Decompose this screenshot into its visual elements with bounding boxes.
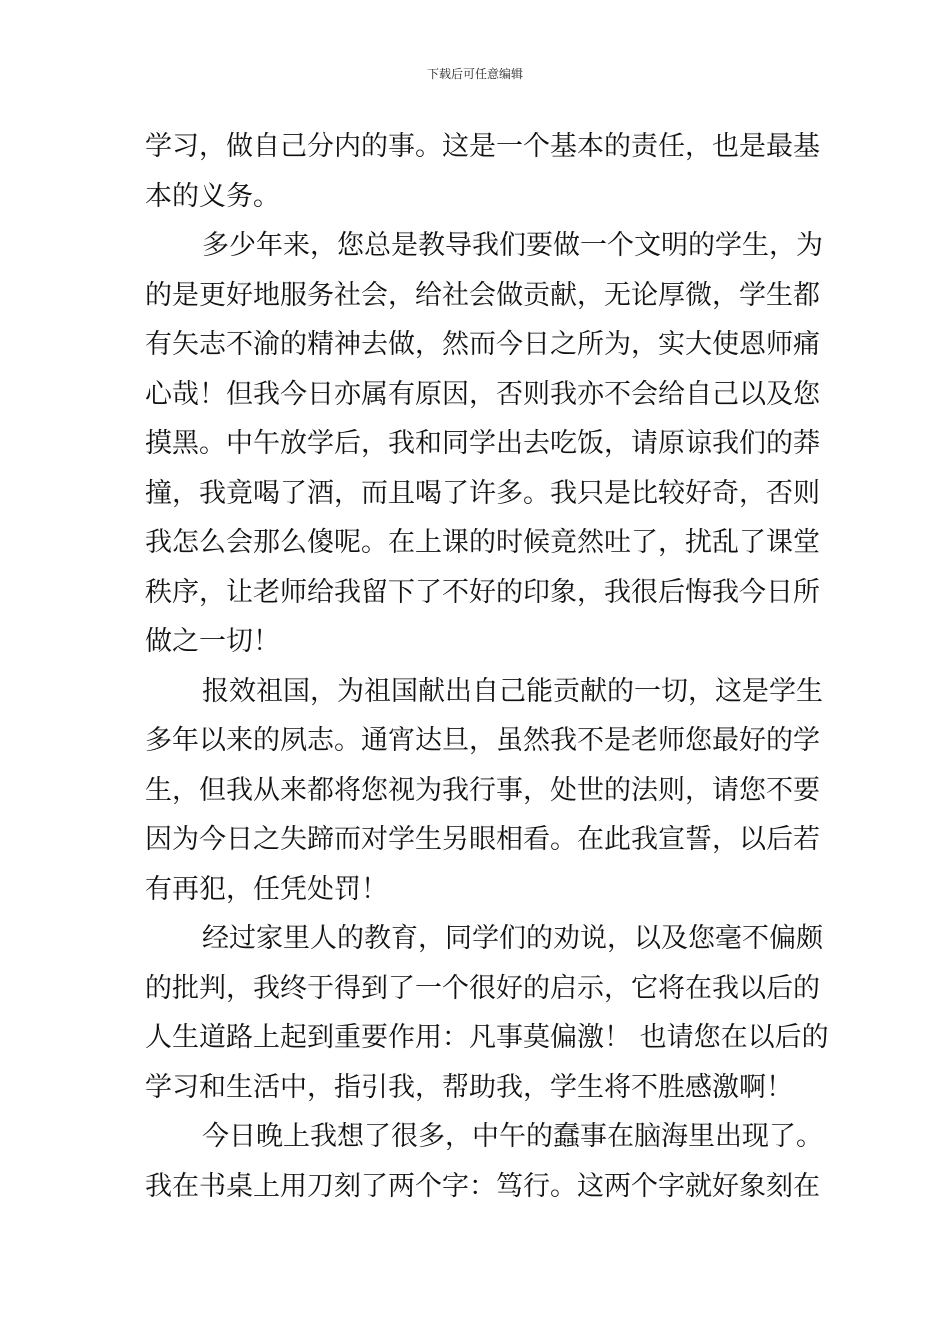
text-line: 的批判，我终于得到了一个很好的启示，它将在我以后的 xyxy=(145,972,820,1004)
text-line: 学习和生活中，指引我，帮助我，学生将不胜感激啊！ xyxy=(145,1071,793,1103)
text-line: 心哉！但我今日亦属有原因，否则我亦不会给自己以及您 xyxy=(145,378,820,410)
text-line: 因为今日之失蹄而对学生另眼相看。在此我宣誓，以后若 xyxy=(145,824,820,855)
text-line: 做之一切！ xyxy=(145,626,280,657)
paragraph-start-line: 经过家里人的教育，同学们的劝说，以及您毫不偏颇 xyxy=(202,923,823,954)
text-line: 撞，我竟喝了酒，而且喝了许多。我只是比较好奇，否则 xyxy=(145,477,820,509)
body-text xyxy=(145,122,829,1211)
text-line: 摸黑。中午放学后，我和同学出去吃饭，请原谅我们的莽 xyxy=(145,428,820,459)
paragraph-start-line: 报效祖国，为祖国献出自己能贡献的一切，这是学生 xyxy=(202,675,823,707)
text-line: 有矢志不渝的精神去做，然而今日之所为，实大使恩师痛 xyxy=(145,329,820,360)
paragraph-start-line: 今日晚上我想了很多，中午的蠢事在脑海里出现了。 xyxy=(202,1121,823,1152)
text-line: 的是更好地服务社会，给社会做贡献，无论厚微，学生都 xyxy=(145,279,820,311)
text-line: 本的义务。 xyxy=(145,180,280,212)
text-line: 人生道路上起到重要作用：凡事莫偏激！ 也请您在以后的 xyxy=(145,1022,829,1053)
text-line: 多年以来的夙志。通宵达旦，虽然我不是老师您最好的学 xyxy=(145,725,820,756)
text-line: 我怎么会那么傻呢。在上课的时候竟然吐了，扰乱了课堂 xyxy=(145,527,820,558)
text-line: 有再犯，任凭处罚！ xyxy=(145,873,388,905)
text-line: 秩序，让老师给我留下了不好的印象，我很后悔我今日所 xyxy=(145,576,820,608)
paragraph-start-line: 多少年来，您总是教导我们要做一个文明的学生，为 xyxy=(202,230,823,261)
text-line: 学习，做自己分内的事。这是一个基本的责任，也是最基 xyxy=(145,131,820,162)
text-line: 生，但我从来都将您视为我行事，处世的法则，请您不要 xyxy=(145,774,820,806)
page-header: 下载后可任意编辑 xyxy=(426,67,523,81)
text-line: 我在书桌上用刀刻了两个字：笃行。这两个字就好象刻在 xyxy=(145,1170,820,1202)
